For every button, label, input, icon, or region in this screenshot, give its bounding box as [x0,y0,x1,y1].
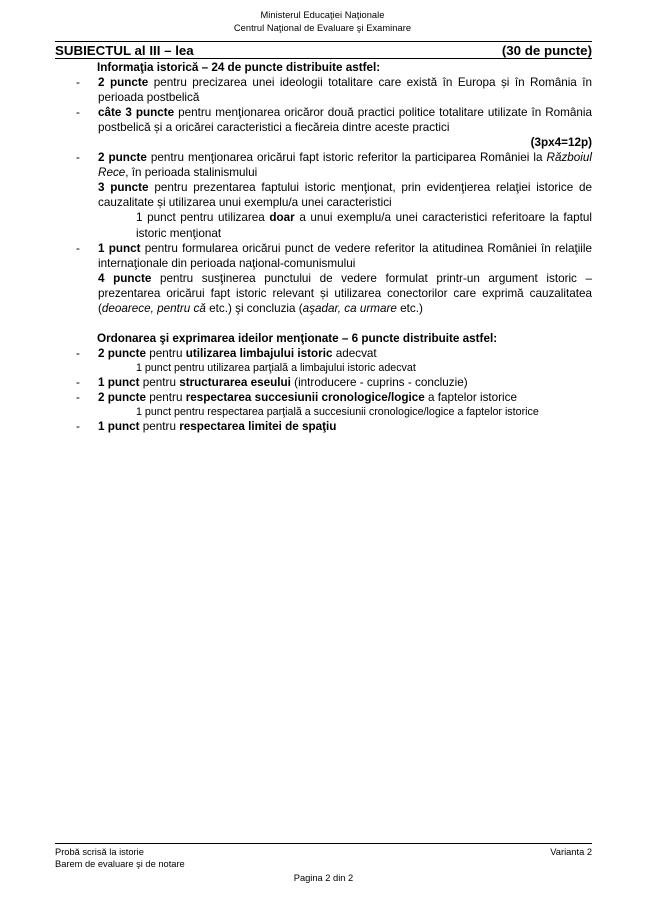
section-a-item-3 [55,150,592,180]
subject-title: SUBIECTUL al III – lea [55,43,194,58]
section-a-item-3-text-a: pentru menţionarea oricărui fapt istoric referitor la participarea României la [146,151,547,165]
section-a-item-4-sub-text-a: pentru susţinerea punctului de vedere formulat printr-un argument istoric – prezentarea oricărui fapt istoric relevant și utilizarea conectorilor care exprimă cauzalitatea ( [98,271,592,315]
footer-page-number: Pagina 2 din 2 [293,872,354,883]
barem-body [55,60,592,434]
section-b-item-3 [55,390,592,405]
bullet-dash: - [76,346,80,360]
section-a-item-4-text: pentru formularea oricărui punct de vedere referitor la atitudinea României în relaţiile internaţionale din perioada naţional-comunismului [98,241,592,270]
footer-divider-rule [55,843,592,844]
section-a-item-4-sub-italic-1: deoarece, pentru că [101,301,206,315]
bullet-dash: - [76,375,80,389]
section-b-item-1-mid: pentru [146,346,186,360]
section-b-item-4 [55,419,592,434]
bullet-dash: - [76,106,80,120]
bullet-dash: - [76,390,80,404]
section-b-item-4-points: 1 punct [98,419,140,433]
section-b-item-3-mid: pentru [146,390,186,404]
footer-variant: Varianta 2 [550,847,592,857]
section-a-heading-text: Informaţia istorică – 24 de puncte distribuite astfel: [97,61,381,74]
section-b-item-2-mid: pentru [139,375,180,389]
section-b-item-2 [55,375,592,390]
section-a-item-1 [55,75,592,105]
title-underline-rule [55,58,592,59]
section-a-item-3-note [55,210,592,240]
section-a-item-4-sub [55,271,592,316]
subject-points: (30 de puncte) [501,43,592,58]
section-a-item-3-note-b: a unui exemplu/a unei caracteristici referitoare la faptul istoric menţionat [136,211,592,240]
section-b-item-3-tail: a faptelor istorice [424,390,517,404]
document-header [55,9,590,34]
section-a-item-4 [55,241,592,271]
section-a-item-3-points: 2 puncte [98,151,147,165]
section-b-heading [55,331,592,346]
section-a-item-3-italic: Războiul Rece [98,151,592,180]
section-a-item-2-text: pentru menţionarea oricăror două practici politice totalitare utilizate în România postbelică și a oricărei caracteristici a fiecăreia dintre aceste practici [98,106,592,135]
section-a-item-3-text-b: , în perioada stalinismului [125,166,258,180]
section-b-heading-text: Ordonarea şi exprimarea ideilor menţionate – 6 puncte distribuite astfel: [97,331,498,345]
bullet-dash: - [76,76,80,90]
section-a-item-4-sub-text-b: etc.) şi concluzia ( [205,301,303,315]
bullet-dash: - [76,151,80,165]
section-b-item-1 [55,346,592,361]
section-a-item-2-points-note: (3px4=12p) [530,136,592,150]
bullet-dash: - [76,419,80,433]
section-a-item-3-note-emphasis: doar [269,211,295,225]
footer-top-row [55,846,592,858]
section-b-item-2-tail: (introducere - cuprins - concluzie) [290,375,468,389]
header-divider-rule [55,41,592,42]
section-b-item-3-points: 2 puncte [98,390,147,404]
section-a-item-3-note-a: 1 punct pentru utilizarea [136,211,270,225]
section-spacer [55,316,592,331]
footer-exam-line-1: Probă scrisă la istorie [55,847,144,857]
document-footer [55,846,592,884]
section-a-item-4-sub-points: 4 puncte [98,271,152,285]
section-b-item-4-criterion: respectarea limitei de spaţiu [179,419,337,433]
section-b-item-1-criterion: utilizarea limbajului istoric [185,346,333,360]
ministry-line: Ministerul Educaţiei Naţionale [260,10,385,20]
subject-title-row [55,43,592,58]
section-b-item-1-points: 2 puncte [98,346,147,360]
section-b-item-2-criterion: structurarea eseului [179,375,291,389]
section-a-item-4-sub-italic-2: aşadar, ca urmare [302,301,397,315]
center-line: Centrul Naţional de Evaluare şi Examinare [233,22,412,33]
section-b-item-1-tail: adecvat [332,346,377,360]
section-a-item-2-points: câte 3 puncte [98,106,175,120]
section-a-item-2 [55,105,592,135]
section-a-item-3-sub-points: 3 puncte [98,181,149,195]
section-b-item-1-note: 1 punct pentru utilizarea parţială a limbajului istoric adecvat [136,361,416,374]
section-a-item-4-sub-text-c: etc.) [396,301,423,315]
section-b-item-3-note: 1 punct pentru respectarea parţială a succesiunii cronologice/logice a faptelor istorice [136,405,539,418]
section-b-item-3-criterion: respectarea succesiunii cronologice/logice [185,390,425,404]
section-b-item-2-points: 1 punct [98,375,140,389]
section-a-item-3-sub-text: pentru prezentarea faptului istoric menţionat, prin evidenţierea relaţiei istorice de cauzalitate și utilizarea unui exemplu/a unei caracteristici [98,181,592,210]
footer-exam-line-2: Barem de evaluare şi de notare [55,859,185,870]
section-a-item-3-sub [55,180,592,210]
section-a-item-1-points: 2 puncte [98,76,149,90]
section-a-item-1-text: pentru precizarea unei ideologii totalitare care există în Europa și în România în perioada postbelică [98,76,593,105]
bullet-dash: - [76,241,80,255]
section-b-item-4-mid: pentru [139,419,180,433]
section-a-item-4-points: 1 punct [98,241,141,255]
section-a-heading [55,60,592,75]
